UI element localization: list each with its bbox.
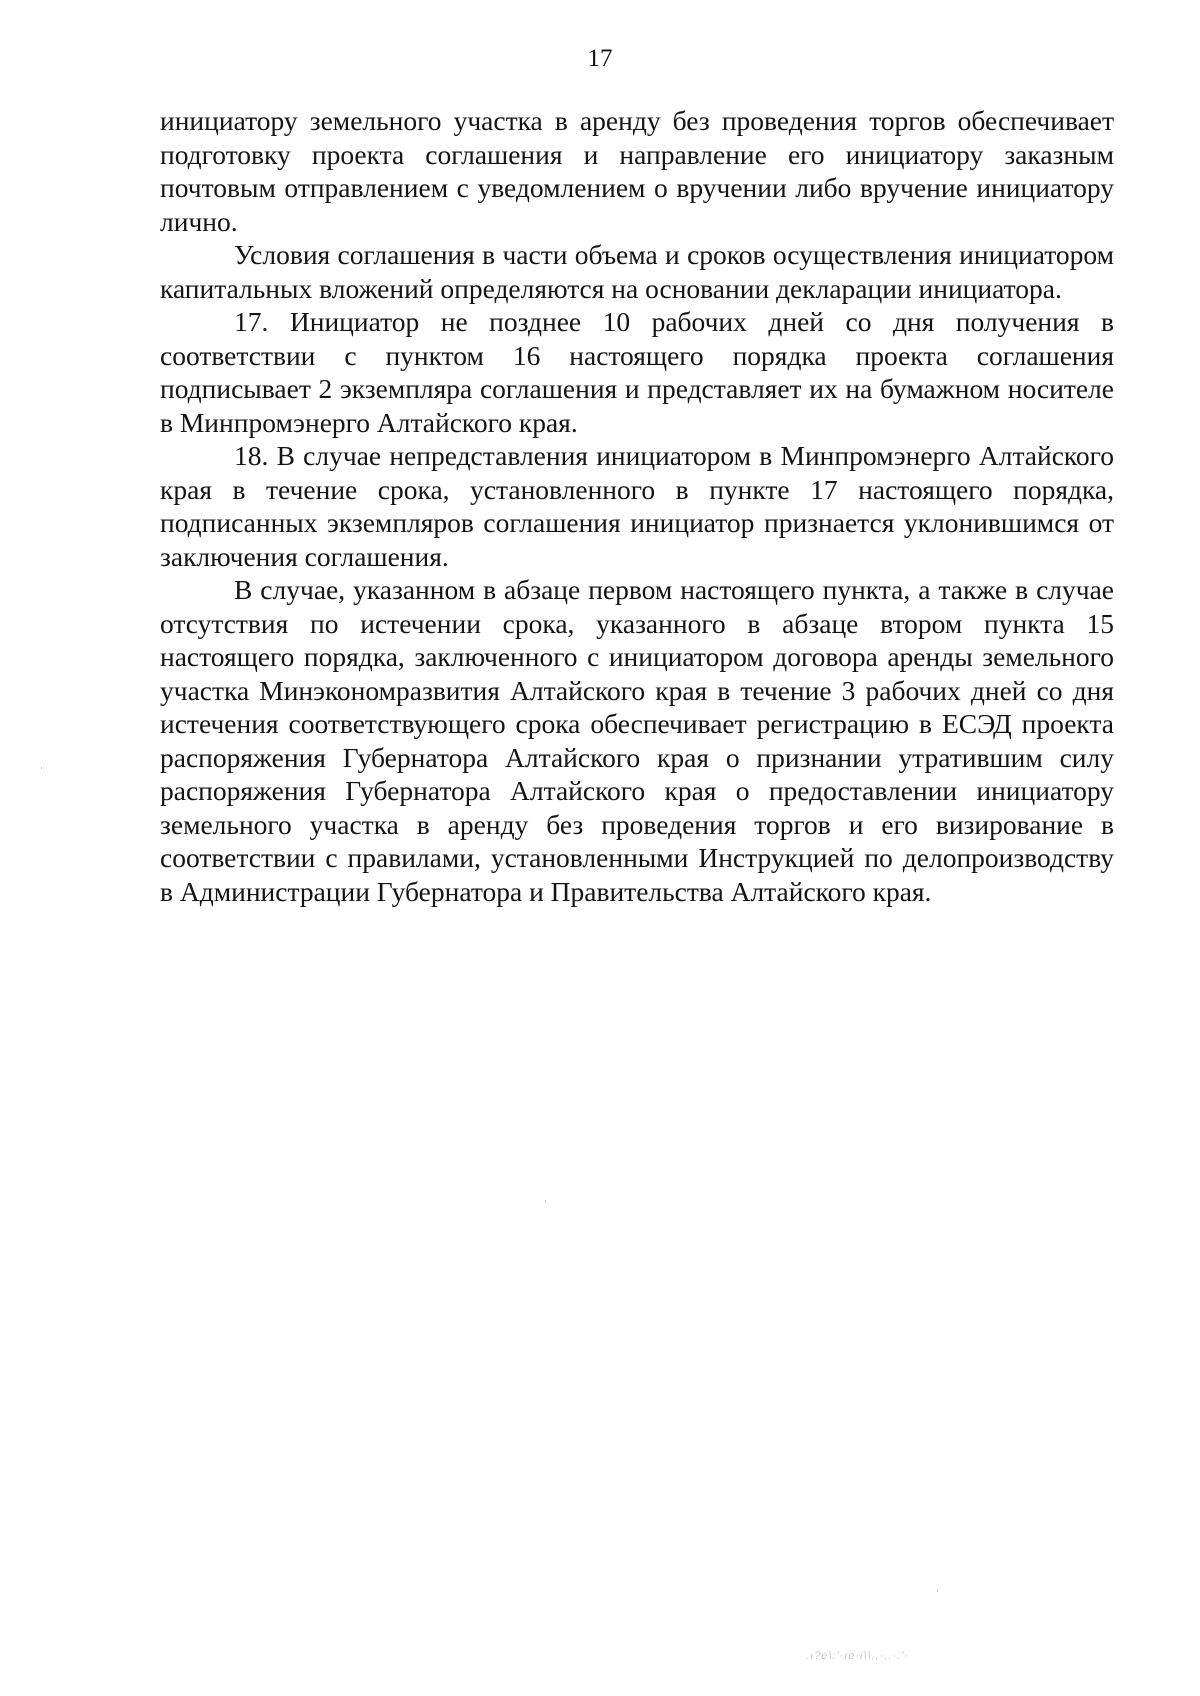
paragraph-agreement-conditions: Условия соглашения в части объема и сроков осуществления инициатором капитальных вложений определяются на основании декларации инициатора. [160, 239, 1114, 304]
paragraph-clause-18: 18. В случае непредставления инициатором в Минпромэнерго Алтайского края в течение срока, установленного в пункте 17 настоящего порядка, подписанных экземпляров соглашения инициатор признается уклонившимся от заключения соглашения. [160, 440, 1114, 572]
paragraph-clause-18-second: В случае, указанном в абзаце первом настоящего пункта, а также в случае отсутствия по истечении срока, указанного в абзаце втором пункта 15 настоящего порядка, заключенного с инициатором договора аренды земельного участка Минэкономразвития Алтайского края в течение 3 рабочих дней со дня истечения соответствующего срока обеспечивает регистрацию в ЕСЭД проекта распоряжения Губернатора Алтайского края о признании утратившим силу распоряжения Губернатора Алтайского края о предоставлении инициатору земельного участка в аренду без проведения торгов и его визирование в соответствии с правилами, установленными Инструкцией по делопроизводству в Администрации Губернатора и Правительства Алтайского края. [160, 574, 1114, 907]
scan-speck [41, 767, 42, 769]
paragraph-clause-17: 17. Инициатор не позднее 10 рабочих дней со дня получения в соответствии с пунктом 16 настоящего порядка проекта соглашения подписывает 2 экземпляра соглашения и представляет их на бумажном носителе в Минпромэнерго Алтайского края. [160, 306, 1114, 438]
scan-speck [937, 1590, 938, 1592]
paragraph-continuation: инициатору земельного участка в аренду без проведения торгов обеспечивает подготовку проекта соглашения и направление его инициатору заказным почтовым отправлением с уведомлением о вручении либо вручение инициатору лично. [160, 105, 1114, 237]
scan-speck [545, 1200, 546, 1202]
document-body [160, 104, 1114, 908]
scan-artifact-mark: .ı?e\:'·ıe·i\\.,·..·.'· [804, 1650, 911, 1662]
page-number: 17 [587, 45, 613, 72]
